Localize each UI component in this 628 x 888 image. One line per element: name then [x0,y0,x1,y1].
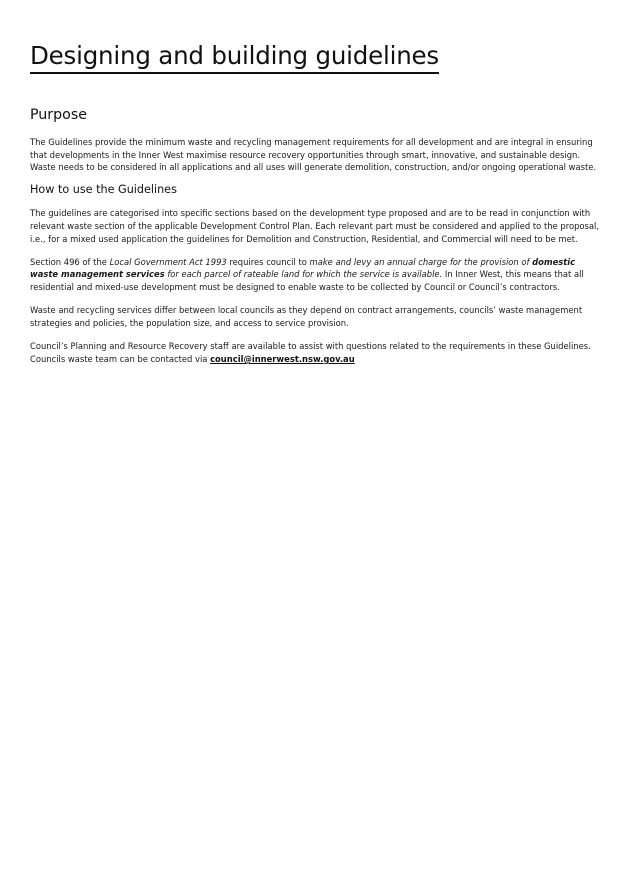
quote-emphasis: domestic waste management services [30,256,576,280]
text-run: Section 496 of the [30,256,110,267]
how-to-use-heading: How to use the Guidelines [30,183,177,197]
text-run: In Inner West, this means that all residential and mixed-use development must be designed to enable waste to be collected by Council or Council’s contractors. [30,269,584,293]
section-496-paragraph [30,256,599,294]
text-run: requires council to [226,256,310,267]
contact-paragraph [30,340,599,365]
quote-run: for each parcel of rateable land for which the service is available. [164,269,443,280]
purpose-heading: Purpose [30,107,87,123]
how-to-use-paragraph-1: The guidelines are categorised into specific sections based on the development type proposed and are to be read in conjunction with relevant waste section of the applicable Development Control Plan. Each relevant part must be considered and applied to the proposal, i.e., for a mixed used application the guidelines for Demolition and Construction, Residential, and Commercial will need to be met. [30,208,600,244]
services-paragraph: Waste and recycling services differ between local councils as they depend on contract arrangements, councils’ waste management strategies and policies, the population size, and access to service provision. [30,305,583,329]
act-name: Local Government Act 1993 [109,256,227,267]
page-title: Designing and building guidelines [30,41,439,74]
text-run: Council’s Planning and Resource Recovery staff are available to assist with questions related to the requirements in these Guidelines. Councils waste team can be contacted via [30,341,591,364]
quote-run: make and levy an annual charge for the provision of [309,256,533,267]
purpose-paragraph: The Guidelines provide the minimum waste and recycling management requirements for all development and are integral in ensuring that developments in the Inner West maximise resource recovery opportunities through smart, innovative, and sustainable design. Waste needs to be considered in all applications and all uses will generate demolition, construction, and/or ongoing operational waste. [30,137,597,173]
email-link[interactable]: council@innerwest.nsw.gov.au [210,353,355,364]
